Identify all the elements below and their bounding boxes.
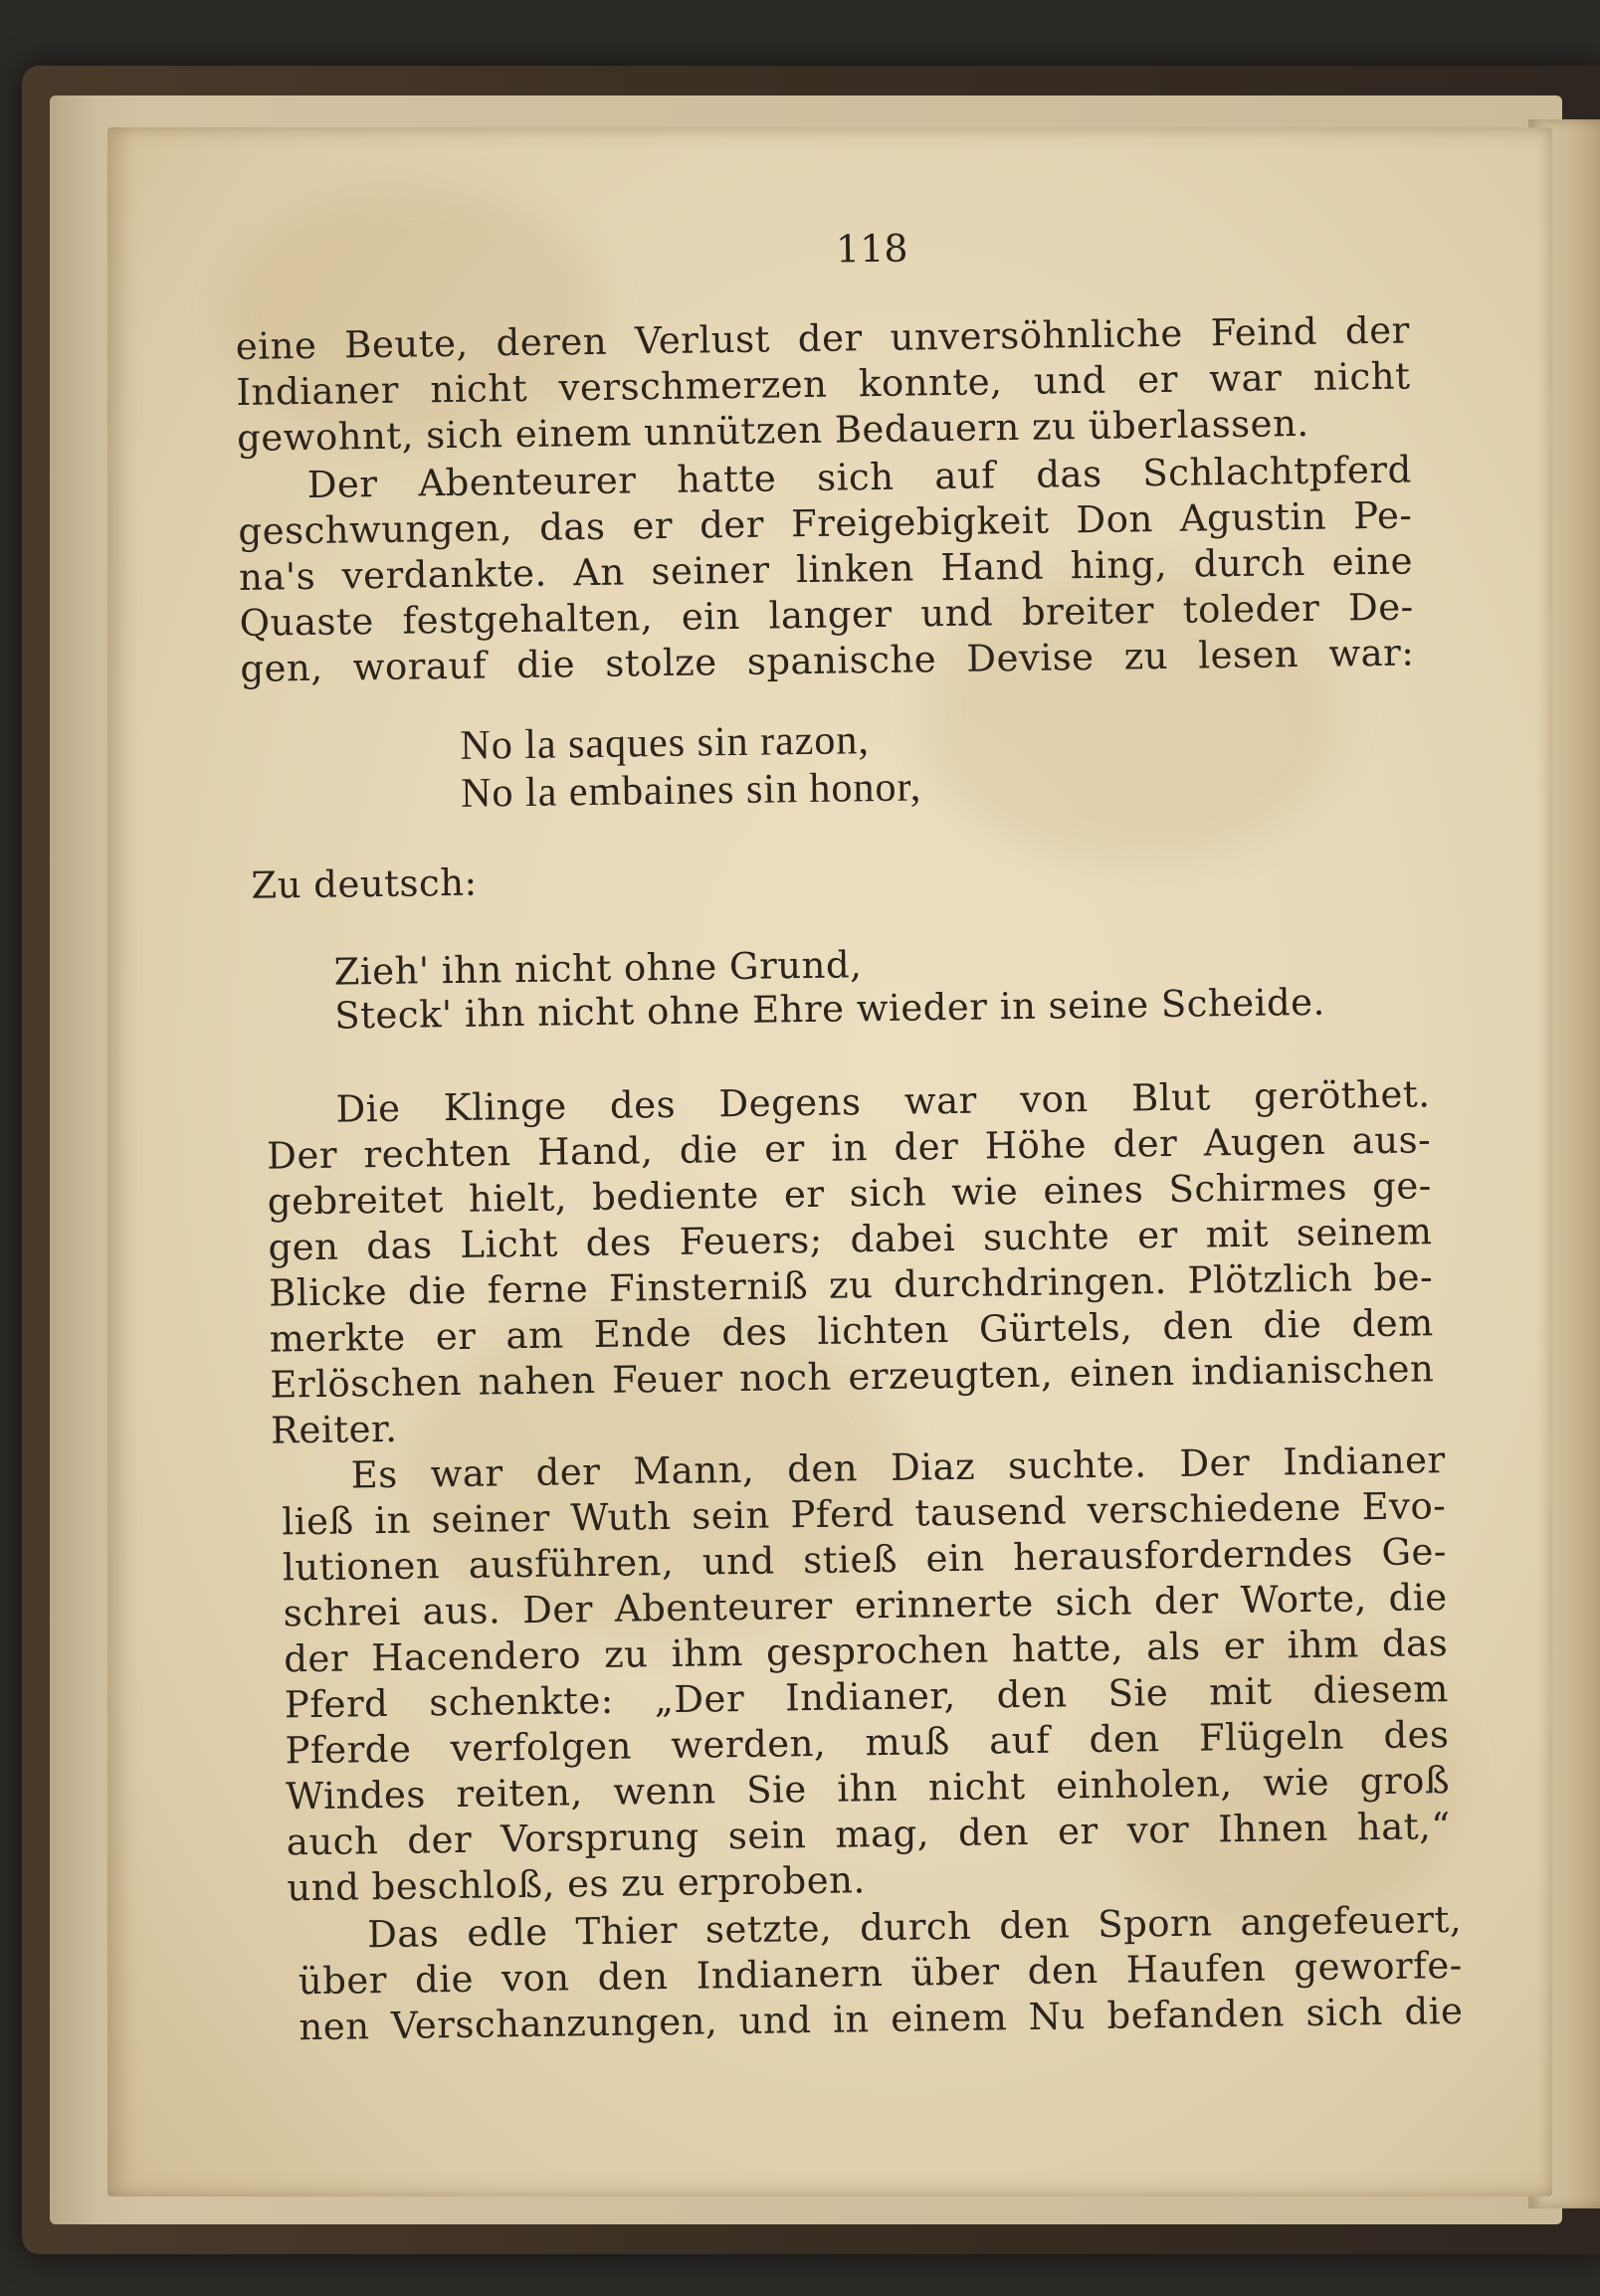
- motto-line: No la saques sin razon,: [460, 717, 871, 769]
- text-line: Windes reiten, wenn Sie ihn nicht einholen, wie groß: [285, 1759, 1451, 1818]
- text-line: Die Klinge des Degens war von Blut geröthet.: [335, 1072, 1431, 1131]
- text-line: Das edle Thier setzte, durch den Sporn angefeuert,: [366, 1897, 1463, 1957]
- text-line: lutionen ausführen, und stieß ein herausforderndes Ge-: [282, 1530, 1448, 1590]
- translation-intro: Zu deutsch:: [251, 861, 478, 907]
- text-line: und beschloß, es zu erproben.: [287, 1858, 866, 1910]
- text-line: auch der Vorsprung sein mag, den er vor Ihnen hat,“: [286, 1805, 1452, 1864]
- text-line: Der Abenteurer hatte sich auf das Schlachtpferd: [306, 448, 1413, 506]
- translation-line: Steck' ihn nicht ohne Ehre wieder in seine Scheide.: [333, 980, 1326, 1038]
- text-line: Es war der Mann, den Diaz suchte. Der Indianer: [350, 1438, 1446, 1497]
- text-line: Der rechten Hand, die er in der Höhe der Augen aus-: [266, 1118, 1432, 1178]
- text-line: Indianer nicht verschmerzen konnte, und er war nicht: [236, 354, 1411, 414]
- text-line: gen das Licht des Feuers; dabei suchte er mit seinem: [268, 1210, 1433, 1269]
- text-line: über die von den Indianern über den Haufen geworfe-: [298, 1943, 1464, 2004]
- text-line: Erlöschen nahen Feuer noch erzeugten, einen indianischen: [270, 1347, 1435, 1407]
- text-line: schrei aus. Der Abenteurer erinnerte sich der Worte, die: [283, 1576, 1448, 1635]
- text-line: der Hacendero zu ihm gesprochen hatte, als er ihm das: [283, 1622, 1449, 1681]
- text-line: geschwungen, das er der Freigebigkeit Don Agustin Pe-: [238, 493, 1413, 553]
- text-line: Pferd schenkte: „Der Indianer, den Sie mit diesem: [284, 1667, 1450, 1727]
- text-line: nen Verschanzungen, und in einem Nu befanden sich die: [299, 1989, 1464, 2049]
- text-line: gewohnt, sich einem unnützen Bedauern zu überlassen.: [236, 401, 1309, 460]
- text-line: gebreitet hielt, bediente er sich wie eines Schirmes ge-: [267, 1164, 1433, 1224]
- page-number: 118: [835, 226, 908, 272]
- text-line: Pferde verfolgen werden, muß auf den Flügeln des: [285, 1713, 1450, 1773]
- text-line: na's verdankte. An seiner linken Hand hing, durch eine: [238, 539, 1414, 599]
- text-line: merkte er am Ende des lichten Gürtels, den die dem: [269, 1301, 1434, 1361]
- text-line: Quaste festgehalten, ein langer und breiter toleder De-: [239, 585, 1414, 645]
- text-line: Reiter.: [270, 1407, 398, 1452]
- text-line: eine Beute, deren Verlust der unversöhnliche Feind der: [235, 308, 1411, 368]
- text-line: ließ in seiner Wuth sein Pferd tausend verschiedene Evo-: [282, 1484, 1447, 1544]
- translation-line: Zieh' ihn nicht ohne Grund,: [333, 943, 863, 994]
- text-line: Blicke die ferne Finsterniß zu durchdringen. Plötzlich be-: [268, 1255, 1434, 1315]
- motto-line: No la embaines sin honor,: [460, 764, 922, 817]
- text-line: gen, worauf die stolze spanische Devise zu lesen war:: [240, 631, 1415, 690]
